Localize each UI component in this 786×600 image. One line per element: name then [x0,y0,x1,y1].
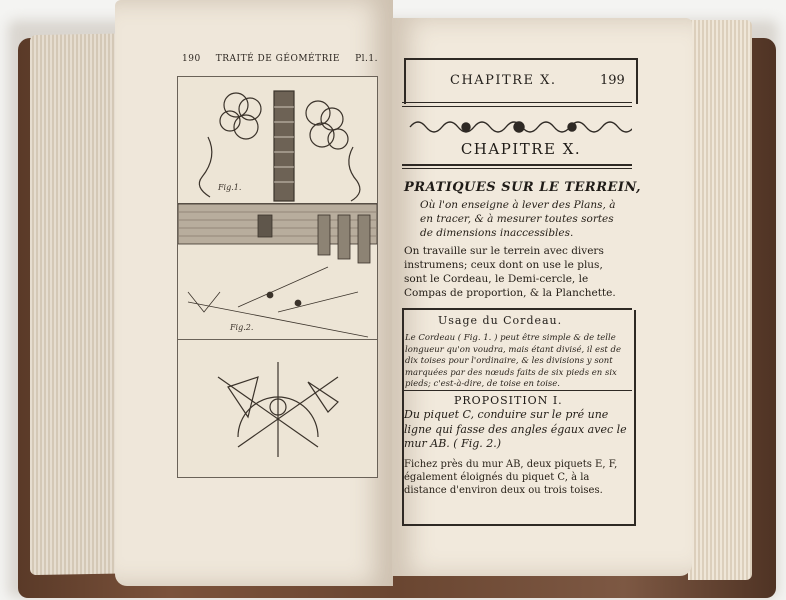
header-rule-2 [402,106,632,107]
field-scene-figure [178,204,377,337]
plate-illustration [178,77,377,477]
right-page-number: 199 [600,73,625,88]
plate-number: Pl.1. [355,54,378,64]
left-running-title: TRAITÉ DE GÉOMÉTRIE [215,54,341,64]
section-title: PRATIQUES SUR LE TERREIN, [404,180,642,195]
header-rule [402,102,632,103]
fig2-label: Fig.2. [230,323,254,332]
usage-title: Usage du Cordeau. [438,314,563,327]
chapter-rule [402,164,632,166]
ornament-band [406,116,632,138]
intro-paragraph: On travaille sur le terrein avec divers instrumens; ceux dont on use le plus, sont le Cordeau, le Demi-cercle, le Compas de proportion, & la Planchette. [404,245,616,299]
usage-text: Le Cordeau ( Fig. 1. ) peut être simple & de telle longueur qu'on voudra, mais étant divisé, il est de dix toises pour l'ordinaire, & les divisions y sont marquées par des nœuds faits de six pieds en six pieds; c'est-à-dire, de toise en toise. [405,333,622,389]
left-page-number: 190 [182,54,201,64]
chapter-rule-thin [402,168,632,169]
fig1-label: Fig.1. [218,183,242,192]
usage-rule [402,390,632,391]
right-page-stack [688,20,752,580]
instruments-trophy [218,362,338,457]
section-subtitle: Où l'on enseigne à lever des Plans, à en tracer, & à mesurer toutes sortes de dimensions inaccessibles. [420,199,616,239]
instruction-text: Fichez près du mur AB, deux piquets E, F, également éloignés du piquet C, à la distance d'environ deux ou trois toises. [404,459,618,496]
chapter-heading: CHAPITRE X. [460,140,582,158]
proposition-text: Du piquet C, conduire sur le pré une ligne qui fasse des angles égaux avec le mur AB. ( Fig. 2.) [404,408,627,450]
right-running-title: CHAPITRE X. [450,73,557,88]
left-running-head [182,54,378,64]
proposition-title: PROPOSITION I. [454,394,563,407]
engraved-plate [177,76,378,478]
